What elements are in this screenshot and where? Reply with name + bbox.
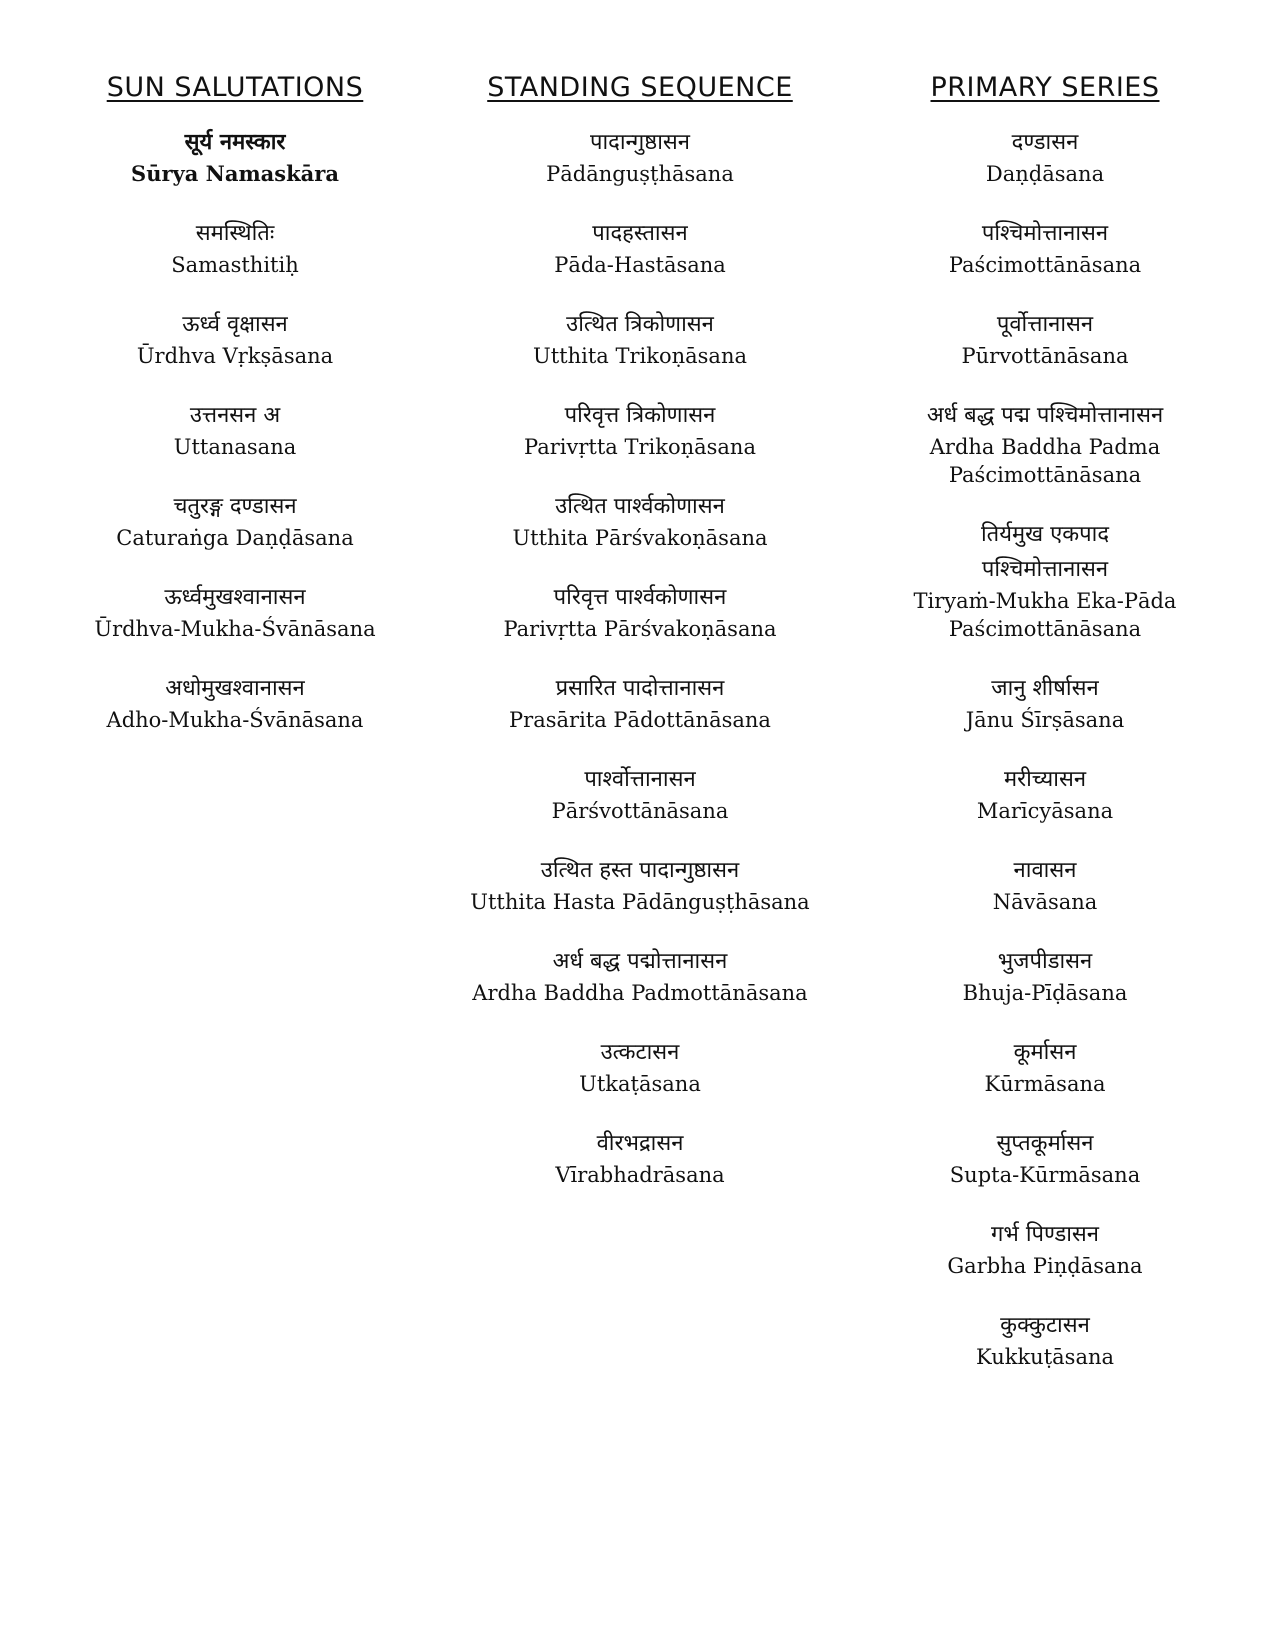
- pose-entry: [855, 125, 1235, 188]
- pose-sanskrit-name: अर्ध बद्ध पद्मोत्तानासन: [552, 949, 728, 975]
- pose-transliteration: Samasthitiḥ: [171, 253, 299, 278]
- pose-entry: [855, 762, 1235, 825]
- pose-entry: [440, 216, 840, 279]
- entry-list: [855, 125, 1235, 1399]
- pose-sanskrit-name: पूर्वोत्तानासन: [996, 312, 1094, 338]
- pose-transliteration: Prasārita Pādottānāsana: [509, 708, 771, 733]
- pose-sanskrit-name: कूर्मासन: [1013, 1040, 1077, 1066]
- pose-sanskrit-name: तिर्यमुख एकपाद पश्चिमोत्तानासन: [980, 522, 1110, 583]
- pose-transliteration: Adho-Mukha-Śvānāsana: [106, 708, 364, 733]
- pose-transliteration: Kukkuṭāsana: [975, 1345, 1115, 1370]
- pose-sanskrit-name: उत्थित पार्श्वकोणासन: [555, 494, 725, 520]
- pose-sanskrit-name: उत्कटासन: [600, 1040, 680, 1066]
- pose-entry: [440, 580, 840, 643]
- pose-entry: [440, 944, 840, 1007]
- pose-transliteration: Ardha Baddha Padma Paścimottānāsana: [929, 435, 1161, 488]
- pose-entry: [855, 1035, 1235, 1098]
- pose-entry: [440, 853, 840, 916]
- column-sun-salutations: [75, 70, 395, 762]
- pose-entry: [855, 1217, 1235, 1280]
- pose-transliteration: Utkaṭāsana: [579, 1072, 701, 1097]
- pose-transliteration: Jānu Śīrṣāsana: [965, 708, 1125, 733]
- pose-transliteration: Uttanasana: [173, 435, 297, 460]
- column-heading: STANDING SEQUENCE: [487, 72, 793, 103]
- pose-entry: [855, 671, 1235, 734]
- pose-transliteration: Pārśvottānāsana: [551, 799, 729, 824]
- pose-sanskrit-name: परिवृत्त पार्श्वकोणासन: [553, 585, 727, 611]
- pose-transliteration: Utthita Trikoṇāsana: [533, 344, 747, 369]
- pose-entry: [855, 1126, 1235, 1189]
- pose-entry: [75, 398, 395, 461]
- pose-entry: [440, 762, 840, 825]
- pose-entry: [75, 125, 395, 188]
- pose-entry: [855, 398, 1235, 489]
- column-heading: SUN SALUTATIONS: [106, 72, 364, 103]
- pose-transliteration: Pādānguṣṭhāsana: [546, 162, 734, 187]
- column-heading: PRIMARY SERIES: [930, 72, 1160, 103]
- pose-entry: [75, 307, 395, 370]
- pose-transliteration: Utthita Hasta Pādānguṣṭhāsana: [470, 890, 810, 915]
- pose-transliteration: Ūrdhva Vṛkṣāsana: [136, 344, 334, 369]
- pose-entry: [855, 307, 1235, 370]
- pose-entry: [855, 853, 1235, 916]
- pose-transliteration: Supta-Kūrmāsana: [949, 1163, 1141, 1188]
- pose-transliteration: Vīrabhadrāsana: [555, 1163, 725, 1188]
- pose-entry: [855, 517, 1235, 643]
- pose-sanskrit-name: उत्थित हस्त पादान्गुष्ठासन: [540, 858, 740, 884]
- pose-sanskrit-name: ऊर्ध्वमुखश्वानासन: [164, 585, 306, 611]
- pose-sanskrit-name: कुक्कुटासन: [1000, 1313, 1090, 1339]
- pose-sanskrit-name: जानु शीर्षासन: [991, 676, 1099, 702]
- pose-sanskrit-name: प्रसारित पादोत्तानासन: [555, 676, 725, 702]
- pose-sanskrit-name: नावासन: [1013, 858, 1077, 884]
- pose-transliteration: Pūrvottānāsana: [961, 344, 1129, 369]
- pose-sanskrit-name: समस्थितिः: [195, 221, 275, 247]
- pose-transliteration: Pāda-Hastāsana: [554, 253, 726, 278]
- pose-transliteration: Sūrya Namaskāra: [131, 161, 339, 187]
- pose-entry: [75, 216, 395, 279]
- pose-transliteration: Parivṛtta Pārśvakoṇāsana: [503, 617, 777, 642]
- pose-sanskrit-name: सूर्य नमस्कार: [184, 130, 286, 156]
- pose-entry: [440, 1126, 840, 1189]
- pose-transliteration: Ardha Baddha Padmottānāsana: [472, 981, 808, 1006]
- pose-sanskrit-name: ऊर्ध्व वृक्षासन: [182, 312, 288, 338]
- pose-transliteration: Caturaṅga Daṇḍāsana: [116, 526, 354, 551]
- pose-entry: [855, 216, 1235, 279]
- entry-list: [75, 125, 395, 762]
- pose-sanskrit-name: पादहस्तासन: [592, 221, 688, 247]
- pose-entry: [75, 671, 395, 734]
- pose-sanskrit-name: भुजपीडासन: [997, 949, 1093, 975]
- pose-sanskrit-name: मरीच्यासन: [1003, 767, 1087, 793]
- pose-sanskrit-name: उत्थित त्रिकोणासन: [566, 312, 714, 338]
- pose-entry: [855, 944, 1235, 1007]
- pose-sanskrit-name: पश्चिमोत्तानासन: [981, 221, 1109, 247]
- column-primary-series: [855, 70, 1235, 1399]
- pose-entry: [440, 489, 840, 552]
- pose-transliteration: Paścimottānāsana: [948, 253, 1142, 278]
- pose-entry: [440, 125, 840, 188]
- pose-entry: [855, 1308, 1235, 1371]
- pose-transliteration: Kūrmāsana: [984, 1072, 1106, 1097]
- pose-transliteration: Nāvāsana: [992, 890, 1098, 915]
- column-standing-sequence: [440, 70, 840, 1217]
- pose-transliteration: Utthita Pārśvakoṇāsana: [512, 526, 768, 551]
- pose-transliteration: Ūrdhva-Mukha-Śvānāsana: [94, 617, 376, 642]
- pose-transliteration: Bhuja-Pīḍāsana: [962, 981, 1128, 1006]
- pose-sanskrit-name: गर्भ पिण्डासन: [990, 1222, 1100, 1248]
- pose-sanskrit-name: वीरभद्रासन: [596, 1131, 684, 1157]
- pose-sanskrit-name: पादान्गुष्ठासन: [589, 130, 691, 156]
- pose-sanskrit-name: अर्ध बद्ध पद्म पश्चिमोत्तानासन: [926, 403, 1164, 429]
- entry-list: [440, 125, 840, 1217]
- pose-entry: [440, 1035, 840, 1098]
- pose-transliteration: Garbha Piṇḍāsana: [947, 1254, 1143, 1279]
- pose-transliteration: Marīcyāsana: [976, 799, 1114, 824]
- pose-entry: [440, 307, 840, 370]
- pose-transliteration: Parivṛtta Trikoṇāsana: [524, 435, 756, 460]
- pose-sanskrit-name: सुप्तकूर्मासन: [996, 1131, 1094, 1157]
- pose-transliteration: Tiryaṁ-Mukha Eka-Pāda Paścimottānāsana: [913, 589, 1177, 642]
- pose-entry: [440, 671, 840, 734]
- pose-sanskrit-name: चतुरङ्ग दण्डासन: [173, 494, 297, 520]
- pose-transliteration: Daṇḍāsana: [985, 162, 1105, 187]
- pose-entry: [75, 580, 395, 643]
- pose-sanskrit-name: परिवृत्त त्रिकोणासन: [564, 403, 716, 429]
- pose-sanskrit-name: दण्डासन: [1011, 130, 1079, 156]
- pose-entry: [75, 489, 395, 552]
- pose-sanskrit-name: अधोमुखश्वानासन: [165, 676, 305, 702]
- pose-sanskrit-name: उत्तनसन अ: [189, 403, 281, 429]
- pose-sanskrit-name: पार्श्वोत्तानासन: [584, 767, 696, 793]
- pose-entry: [440, 398, 840, 461]
